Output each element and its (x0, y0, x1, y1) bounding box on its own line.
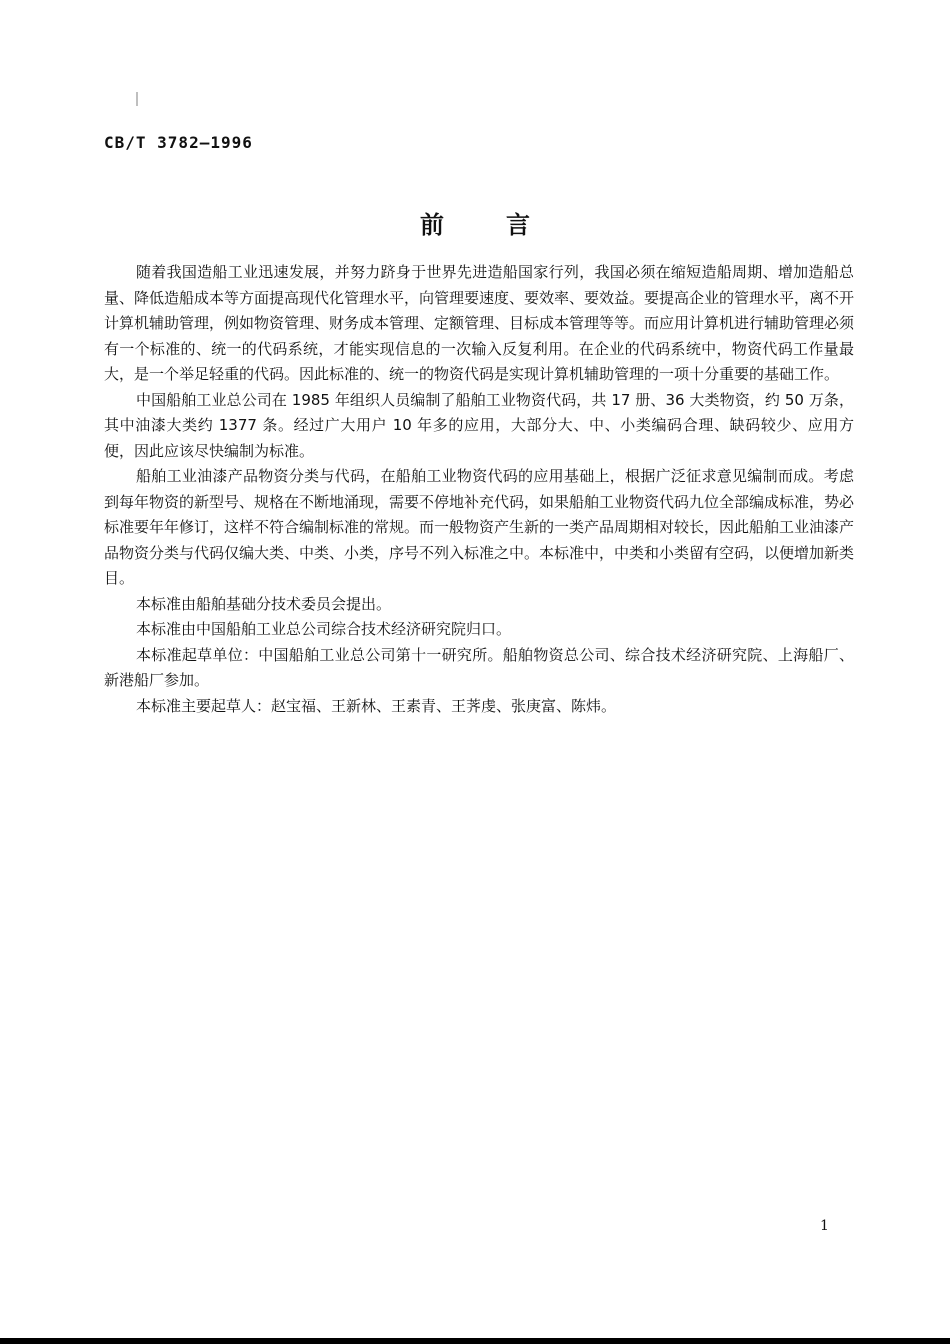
paragraph: 本标准起草单位：中国船舶工业总公司第十一研究所。船舶物资总公司、综合技术经济研究院、上海船厂、新港船厂参加。 (104, 645, 854, 689)
scan-speck (136, 92, 138, 106)
paragraph: 本标准由船舶基础分技术委员会提出。 (136, 594, 392, 613)
bottom-border (0, 1338, 950, 1344)
foreword-body (104, 260, 854, 719)
paragraph: 本标准主要起草人：赵宝福、王新林、王素青、王荠虔、张庚富、陈炜。 (136, 696, 617, 715)
paragraph: 随着我国造船工业迅速发展，并努力跻身于世界先进造船国家行列，我国必须在缩短造船周期、增加造船总量、降低造船成本等方面提高现代化管理水平，向管理要速度、要效率、要效益。要提高企业的管理水平，离不开计算机辅助管理，例如物资管理、财务成本管理、定额管理、目标成本管理等等。而应用计算机进行辅助管理必须有一个标准的、统一的代码系统，才能实现信息的一次输入反复利用。在企业的代码系统中，物资代码工作量最大，是一个举足轻重的代码。因此标准的、统一的物资代码是实现计算机辅助管理的一项十分重要的基础工作。 (104, 263, 855, 383)
paragraph: 中国船舶工业总公司在 1985 年组织人员编制了船舶工业物资代码，共 17 册、36 大类物资，约 50 万条，其中油漆大类约 1377 条。经过广大用户 10 年多的应用，大部分大、中、小类编码合理、缺码较少、应用方便，因此应该尽快编制为标准。 (104, 390, 854, 460)
page-number: 1 (820, 1218, 829, 1234)
paragraph: 本标准由中国船舶工业总公司综合技术经济研究院归口。 (136, 620, 512, 638)
paragraph: 船舶工业油漆产品物资分类与代码，在船舶工业物资代码的应用基础上，根据广泛征求意见编制而成。考虑到每年物资的新型号、规格在不断地涌现，需要不停地补充代码，如果船舶工业物资代码九位全部编成标准，势必标准要年年修订，这样不符合编制标准的常规。而一般物资产生新的一类产品周期相对较长，因此船舶工业油漆产品物资分类与代码仅编大类、中类、小类，序号不列入标准之中。本标准中，中类和小类留有空码，以便增加新类目。 (104, 467, 855, 587)
page-title: 前言 (420, 211, 592, 239)
document-code: CB/T 3782—1996 (104, 133, 253, 152)
